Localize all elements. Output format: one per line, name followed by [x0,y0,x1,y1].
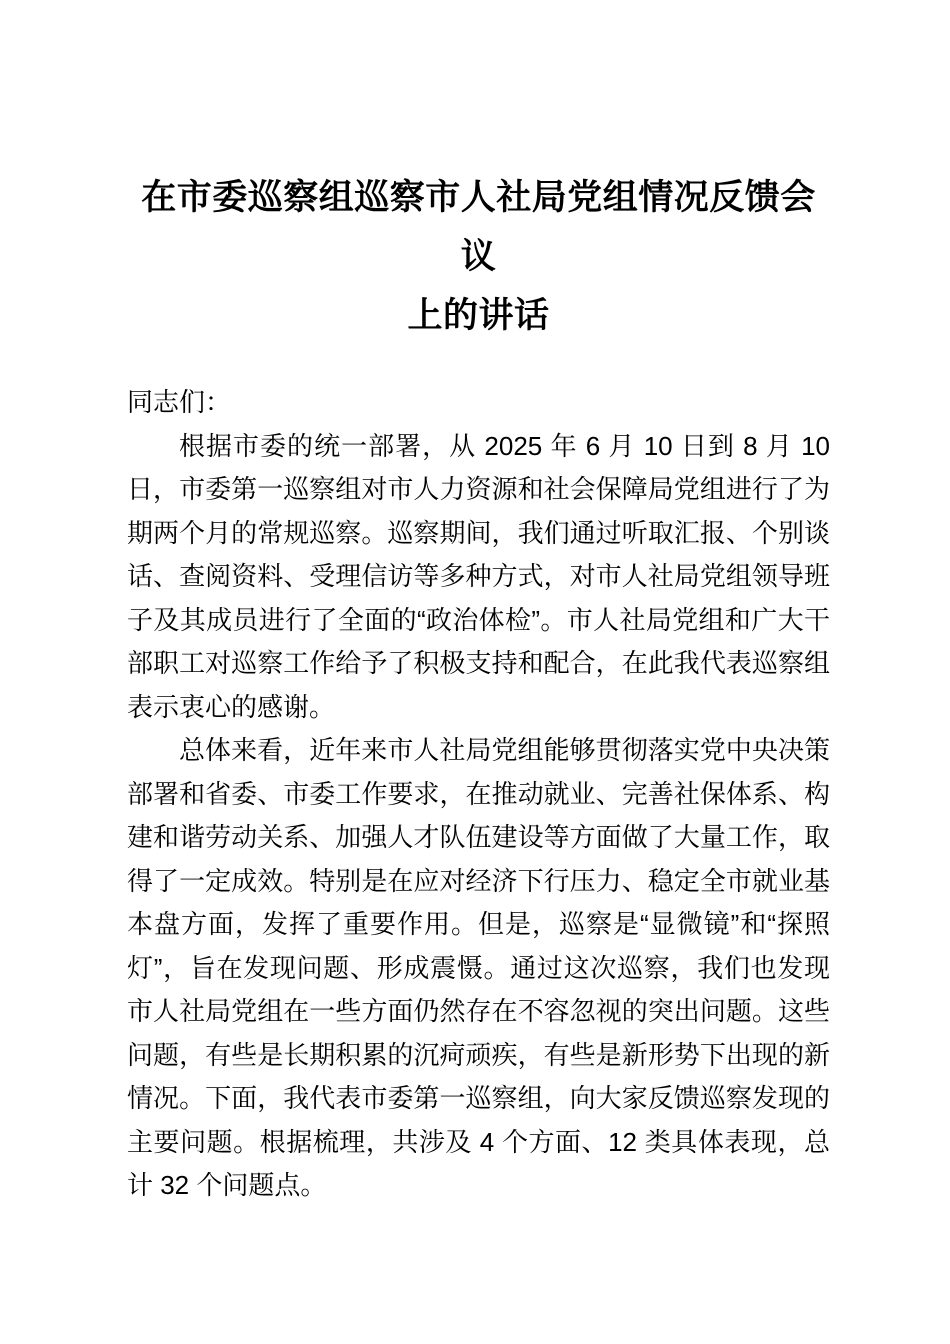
paragraph-overall-assessment: 总体来看，近年来市人社局党组能够贯彻落实党中央决策部署和省委、市委工作要求，在推动就业、完善社保体系、构建和谐劳动关系、加强人才队伍建设等方面做了大量工作，取得了一定成效。特别是在应对经济下行压力、稳定全市就业基本盘方面，发挥了重要作用。但是，巡察是“显微镜”和“探照灯”，旨在发现问题、形成震慑。通过这次巡察，我们也发现市人社局党组在一些方面仍然存在不容忽视的突出问题。这些问题，有些是长期积累的沉疴顽疾，有些是新形势下出现的新情况。下面，我代表市委第一巡察组，向大家反馈巡察发现的主要问题。根据梳理，共涉及 4 个方面、12 类具体表现，总计 32 个问题点。 [127,735,830,1200]
page-title-line-2: 上的讲话 [407,296,550,335]
page-title-line-1: 在市委巡察组巡察市人社局党组情况反馈会议 [141,178,816,276]
document-body [127,381,830,1208]
page-title [127,168,830,345]
greeting-line: 同志们： [127,387,232,417]
paragraph-inspection-overview: 根据市委的统一部署，从 2025 年 6 月 10 日到 8 月 10 日，市委第一巡察组对市人力资源和社会保障局党组进行了为期两个月的常规巡察。巡察期间，我们通过听取汇报、个别谈话、查阅资料、受理信访等多种方式，对市人社局党组领导班子及其成员进行了全面的“政治体检”。市人社局党组和广大干部职工对巡察工作给予了积极支持和配合，在此我代表巡察组表示衷心的感谢。 [127,430,830,722]
